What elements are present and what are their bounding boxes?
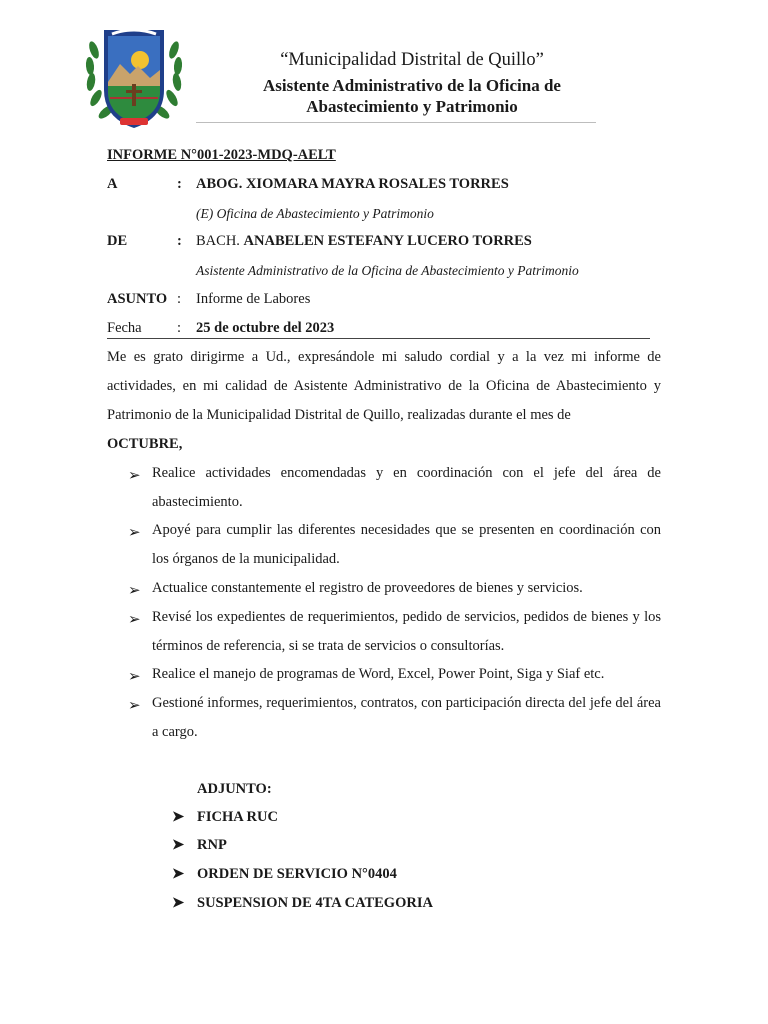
header-office-title-line1: Asistente Administrativo de la Oficina de xyxy=(263,76,561,95)
arrowhead-bullet-icon: ➢ xyxy=(128,698,141,714)
to-colon: : xyxy=(177,176,182,192)
from-role: Asistente Administrativo de la Oficina de Abastecimiento y Patrimonio xyxy=(196,263,579,278)
activity-item: Apoyé para cumplir las diferentes necesidades que se presenten en coordinación con los órganos de la municipalidad. xyxy=(152,522,661,567)
arrowhead-bullet-icon: ➢ xyxy=(128,525,141,541)
intro-month: OCTUBRE, xyxy=(107,436,183,452)
date-colon: : xyxy=(177,320,182,336)
solid-arrow-bullet-icon: ➤ xyxy=(172,809,185,825)
intro-text: Me es grato dirigirme a Ud., expresándole mi saludo cordial y a la vez mi informe de actividades, en mi calidad de Asistente Administrativo de la Oficina de Abastecimiento y Patrimonio de la Municipalidad Distrital de Quillo, realizadas durante el mes de xyxy=(107,349,661,423)
date-label: Fecha xyxy=(107,320,142,336)
activity-item: Realice el manejo de programas de Word, Excel, Power Point, Siga y Siaf etc. xyxy=(152,666,605,682)
from-label: DE xyxy=(107,233,128,249)
to-name: ABOG. XIOMARA MAYRA ROSALES TORRES xyxy=(196,176,509,192)
activity-item: Revisé los expedientes de requerimientos, pedido de servicios, pedidos de bienes y los términos de referencia, si se trata de servicios o consultorías. xyxy=(152,609,661,654)
attachment-item: FICHA RUC xyxy=(197,809,278,825)
header-municipality-title: “Municipalidad Distrital de Quillo” xyxy=(280,50,544,70)
solid-arrow-bullet-icon: ➤ xyxy=(172,866,185,882)
date-underline xyxy=(107,338,650,339)
arrowhead-bullet-icon: ➢ xyxy=(128,669,141,685)
report-number: INFORME N°001-2023-MDQ-AELT xyxy=(107,147,336,163)
intro-paragraph xyxy=(107,343,661,459)
activity-item: Realice actividades encomendadas y en coordinación con el jefe del área de abastecimiento. xyxy=(152,465,661,510)
solid-arrow-bullet-icon: ➤ xyxy=(172,837,185,853)
subject-colon: : xyxy=(177,291,182,307)
arrowhead-bullet-icon: ➢ xyxy=(128,468,141,484)
attachments-title: ADJUNTO: xyxy=(197,781,272,797)
from-prefix: BACH. xyxy=(196,233,240,249)
attachment-item: RNP xyxy=(197,837,227,853)
subject-label: ASUNTO xyxy=(107,291,168,307)
to-label: A xyxy=(107,176,118,192)
arrowhead-bullet-icon: ➢ xyxy=(128,583,141,599)
subject-text: Informe de Labores xyxy=(196,291,311,307)
arrowhead-bullet-icon: ➢ xyxy=(128,612,141,628)
from-colon: : xyxy=(177,233,182,249)
header-office-title-line2: Abastecimiento y Patrimonio xyxy=(306,97,518,116)
from-line xyxy=(196,233,532,250)
solid-arrow-bullet-icon: ➤ xyxy=(172,895,185,911)
header-divider xyxy=(196,122,596,123)
date-value: 25 de octubre del 2023 xyxy=(196,320,335,336)
attachment-item: ORDEN DE SERVICIO N°0404 xyxy=(197,866,397,882)
attachment-item: SUSPENSION DE 4TA CATEGORIA xyxy=(197,895,433,911)
from-name: ANABELEN ESTEFANY LUCERO TORRES xyxy=(243,233,532,249)
activity-item: Gestioné informes, requerimientos, contratos, con participación directa del jefe del área a cargo. xyxy=(152,695,661,740)
activity-item: Actualice constantemente el registro de proveedores de bienes y servicios. xyxy=(152,580,583,596)
to-role: (E) Oficina de Abastecimiento y Patrimonio xyxy=(196,206,434,221)
